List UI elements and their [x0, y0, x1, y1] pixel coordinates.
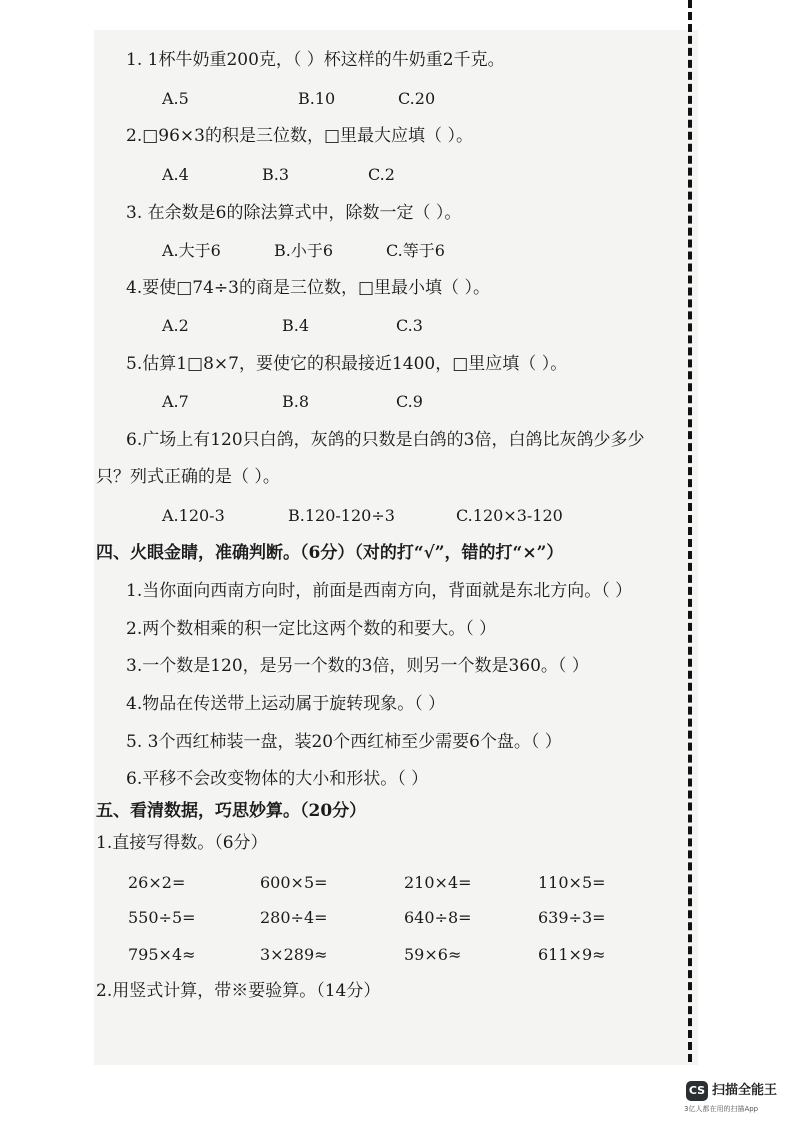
judge-item-1: 1.当你面向西南方向时，前面是西南方向，背面就是东北方向。（ ）	[126, 581, 633, 601]
scanner-watermark	[684, 1077, 794, 1117]
mc-4-option-a: A.2	[162, 316, 189, 335]
judge-item-6: 6.平移不会改变物体的大小和形状。（ ）	[126, 769, 429, 789]
mc-4-option-c: C.3	[396, 316, 423, 335]
mc-question-1: 1. 1杯牛奶重200克，（ ）杯这样的牛奶重2千克。	[126, 50, 505, 70]
mc-question-5: 5.估算1□8×7，要使它的积最接近1400，□里应填（ ）。	[126, 354, 568, 374]
mc-2-option-b: B.3	[262, 165, 290, 184]
mc-1-option-c: C.20	[398, 89, 436, 108]
mc-3-option-c: C.等于6	[386, 241, 445, 260]
mc-3-option-a: A.大于6	[162, 241, 221, 260]
calc-r1-c1: 26×2=	[128, 873, 186, 892]
mc-question-6-line2: 只？列式正确的是（ ）。	[96, 467, 280, 487]
mc-question-6: 6.广场上有120只白鸽，灰鸽的只数是白鸽的3倍，白鸽比灰鸽少多少	[126, 430, 645, 450]
judge-item-3: 3.一个数是120，是另一个数的3倍，则另一个数是360。（ ）	[126, 656, 589, 676]
calc-r2-c1: 550÷5=	[128, 908, 196, 927]
section-5-sub2: 2.用竖式计算，带※要验算。（14分）	[96, 981, 381, 1001]
calc-r1-c4: 110×5=	[538, 873, 606, 892]
mc-5-option-b: B.8	[282, 392, 310, 411]
mc-1-option-a: A.5	[162, 89, 189, 108]
mc-5-option-c: C.9	[396, 392, 423, 411]
calc-r3-c2: 3×289≈	[260, 945, 328, 964]
mc-question-3: 3. 在余数是6的除法算式中，除数一定（ ）。	[126, 203, 462, 223]
section-5-title: 五、看清数据，巧思妙算。（20分）	[96, 801, 367, 821]
mc-2-option-a: A.4	[162, 165, 189, 184]
mc-2-option-c: C.2	[368, 165, 395, 184]
calc-r3-c4: 611×9≈	[538, 945, 606, 964]
calc-r2-c2: 280÷4=	[260, 908, 328, 927]
mc-question-4: 4.要使□74÷3的商是三位数，□里最小填（ ）。	[126, 278, 490, 298]
scanner-brand-tagline: 3亿人都在用的扫描App	[684, 1105, 759, 1113]
section-5-sub1: 1.直接写得数。（6分）	[96, 833, 268, 853]
scanner-logo-icon: CS	[686, 1081, 708, 1101]
judge-item-5: 5. 3个西红柿装一盘，装20个西红柿至少需要6个盘。（ ）	[126, 732, 562, 752]
mc-1-option-b: B.10	[298, 89, 336, 108]
mc-question-2: 2.□96×3的积是三位数，□里最大应填（ ）。	[126, 126, 473, 146]
mc-5-option-a: A.7	[162, 392, 189, 411]
section-4-title: 四、火眼金睛，准确判断。（6分）（对的打“√”，错的打“×”）	[96, 543, 564, 563]
mc-4-option-b: B.4	[282, 316, 310, 335]
calc-r2-c3: 640÷8=	[404, 908, 472, 927]
calc-r2-c4: 639÷3=	[538, 908, 606, 927]
judge-item-4: 4.物品在传送带上运动属于旋转现象。（ ）	[126, 694, 446, 714]
calc-r1-c3: 210×4=	[404, 873, 472, 892]
mc-3-option-b: B.小于6	[274, 241, 334, 260]
mc-6-option-b: B.120-120÷3	[288, 506, 395, 525]
calc-r3-c3: 59×6≈	[404, 945, 462, 964]
mc-6-option-c: C.120×3-120	[456, 506, 563, 525]
mc-6-option-a: A.120-3	[162, 506, 225, 525]
judge-item-2: 2.两个数相乘的积一定比这两个数的和要大。（ ）	[126, 619, 497, 639]
cut-line	[688, 0, 692, 1062]
calc-r3-c1: 795×4≈	[128, 945, 196, 964]
calc-r1-c2: 600×5=	[260, 873, 328, 892]
scanner-brand-name: 扫描全能王	[712, 1083, 778, 1098]
